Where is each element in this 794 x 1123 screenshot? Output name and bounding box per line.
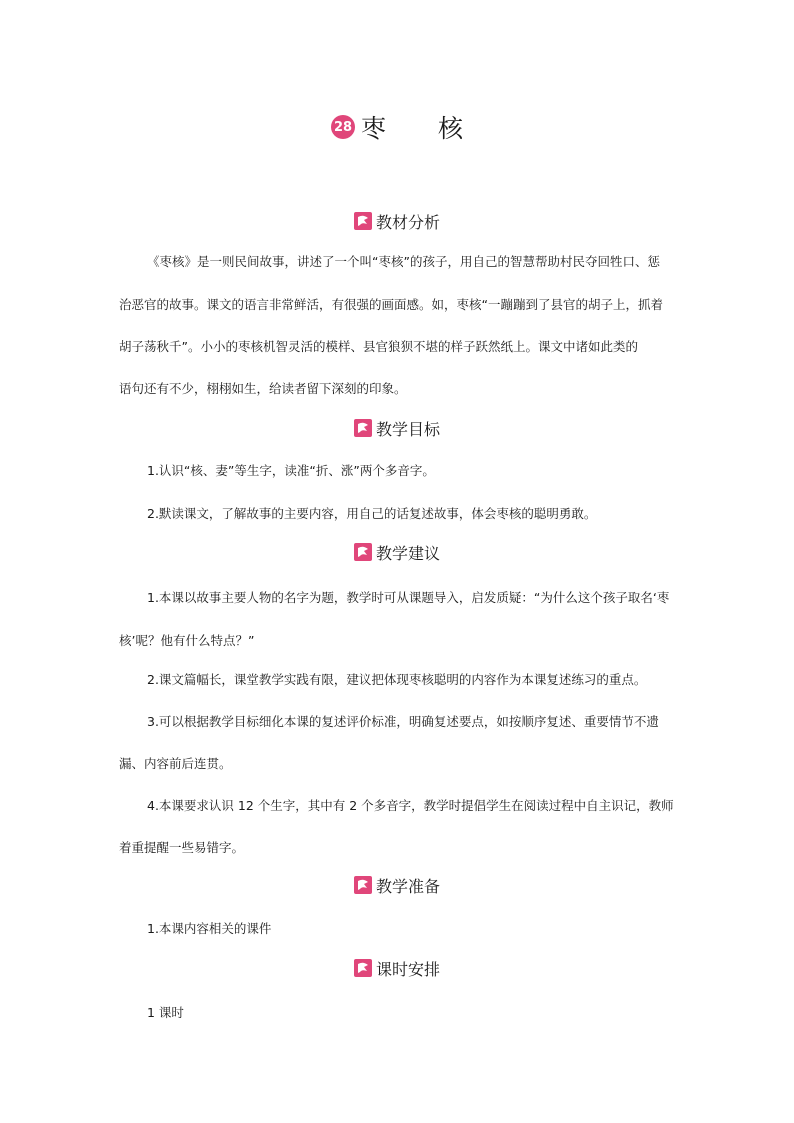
list-item: 1 课时 (147, 1005, 184, 1020)
list-item: 漏、内容前后连贯。 (119, 756, 232, 771)
section-header-teaching-suggestions (0, 540, 794, 564)
pink-flag-arrow-icon (354, 212, 372, 230)
paragraph-line: 语句还有不少，栩栩如生，给读者留下深刻的印象。 (119, 381, 407, 396)
list-item: 2.课文篇幅长，课堂教学实践有限，建议把体现枣核聪明的内容作为本课复述练习的重点。 (147, 672, 647, 687)
lesson-number-badge: 28 (331, 115, 355, 139)
paragraph-line: 《枣核》是一则民间故事，讲述了一个叫“枣核”的孩子，用自己的智慧帮助村民夺回牲口、惩 (147, 254, 660, 269)
paragraph-line: 治恶官的故事。课文的语言非常鲜活，有很强的画面感。如，枣核“一蹦蹦到了县官的胡子上，抓着 (119, 297, 663, 312)
section-header-teaching-preparation (0, 873, 794, 897)
pink-flag-arrow-icon (354, 959, 372, 977)
list-item: 1.认识“核、妻”等生字，读准“折、涨”两个多音字。 (147, 463, 435, 478)
paragraph-line: 胡子荡秋千”。小小的枣核机智灵活的模样、县官狼狈不堪的样子跃然纸上。课文中诸如此类的 (119, 339, 638, 354)
section-title: 教学目标 (375, 419, 440, 439)
section-title: 教学建议 (375, 543, 440, 563)
list-item: 3.可以根据教学目标细化本课的复述评价标准，明确复述要点，如按顺序复述、重要情节不遗 (147, 714, 659, 729)
lesson-title: 枣 核 (361, 114, 485, 143)
pink-flag-arrow-icon (354, 419, 372, 437)
section-header-class-schedule (0, 956, 794, 980)
list-item: 着重提醒一些易错字。 (119, 840, 245, 855)
section-title: 课时安排 (375, 959, 440, 979)
section-title: 教学准备 (375, 876, 440, 896)
list-item: 1.本课以故事主要人物的名字为题，教学时可从课题导入，启发质疑：“为什么这个孩子取名‘枣 (147, 590, 670, 605)
list-item: 核’呢？他有什么特点？” (119, 633, 255, 648)
list-item: 2.默读课文，了解故事的主要内容，用自己的话复述故事，体会枣核的聪明勇敢。 (147, 506, 597, 521)
page-title (0, 111, 794, 143)
section-title: 教材分析 (375, 212, 440, 232)
section-header-textbook-analysis (0, 209, 794, 233)
pink-flag-arrow-icon (354, 543, 372, 561)
section-header-teaching-goals (0, 416, 794, 440)
list-item: 4.本课要求认识 12 个生字，其中有 2 个多音字，教学时提倡学生在阅读过程中自主识记，教师 (147, 798, 674, 813)
pink-flag-arrow-icon (354, 876, 372, 894)
list-item: 1.本课内容相关的课件 (147, 921, 272, 936)
